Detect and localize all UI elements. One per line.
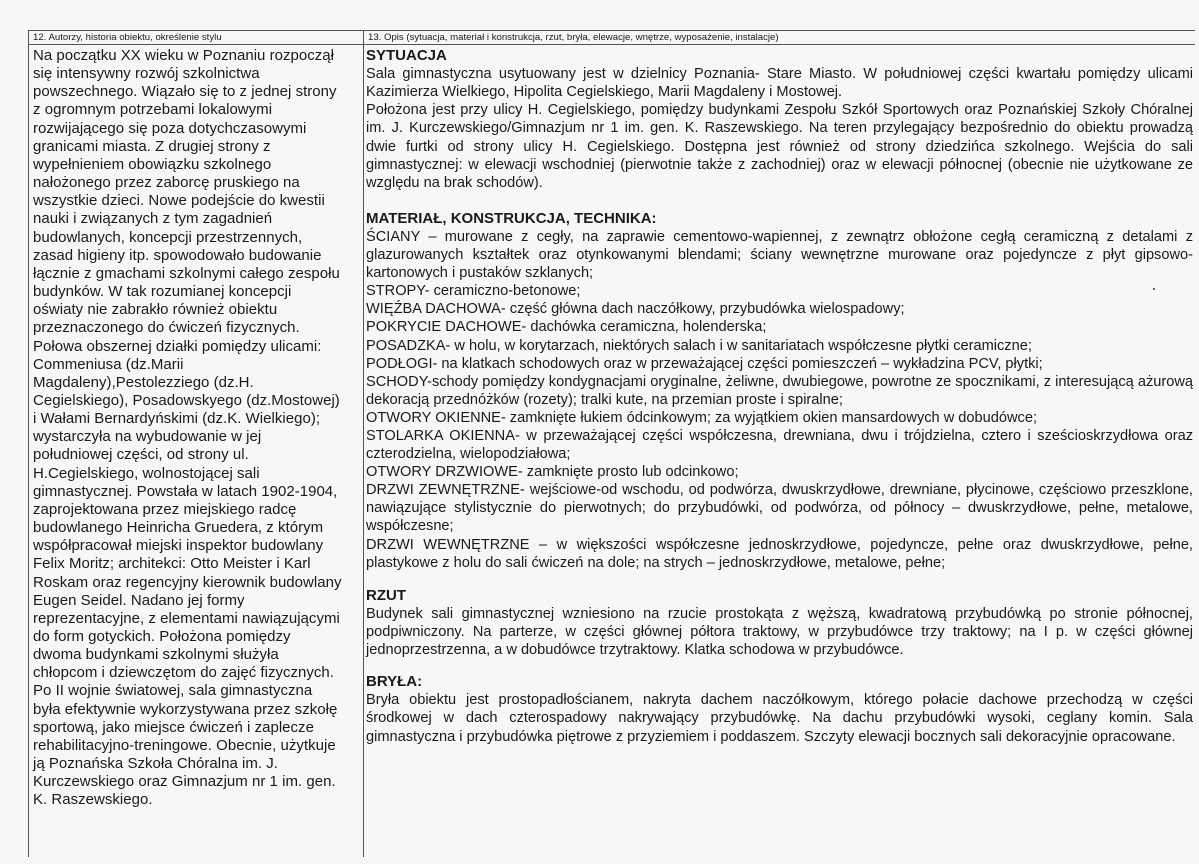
history-column-header: 12. Autorzy, historia obiektu, określenie stylu [29,31,363,45]
history-text: Na początku XX wieku w Poznaniu rozpoczął się intensywny rozwój szkolnictwa powszechnego. Wiązało się to z jednej strony z ogromnym potrzebami lokalowymi rozwijającego się poza dotychczasowymi granicami miasta. Z drugiej strony z wypełnieniem obowiązku szkolnego nałożonego przez zaborcę pruskiego na wszystkie dzieci. Nowe podejście do kwestii nauki i związanych z tym zagadnień budowlanych, koncepcji przestrzennych, zasad higieny itp. spowodowało budowanie łącznie z gmachami szkolnymi całego zespołu budynków. W tak rozumianej koncepcji oświaty nie zabrakło również obiektu przeznaczonego do ćwiczeń fizycznych. Połowa obszernej działki pomiędzy ulicami: Commeniusa (dz.Marii Magdaleny),Pestolezziego (dz.H. Cegielskiego), Posadowskyego (dz.Mostowej) i Wałami Bernardyńskimi (dz.K. Wielkiego); wystarczyła na wybudowanie w jej południowej części, od strony ul. H.Cegielskiego, wolnostojącej sali gimnastycznej. Powstała w latach 1902-1904, zaprojektowana przez miejskiego radcę budowlanego Heinricha Gruedera, z którym współpracował miejski inspektor budowlany Felix Moritz; architekci: Otto Meister i Karl Roskam oraz regencyjny kierownik budowlany Eugen Seidel. Nadano jej formy reprezentacyjne, z elementami nawiązującymi do form gotyckich. Położona pomiędzy dwoma budynkami szkolnymi służyła chłopcom i dziewczętom do zajęć fizycznych. Po II wojnie światowej, sala gimnastyczna była efektywnie wykorzystywana przez szkołę sportową, jako miejsce ćwiczeń i zaplecze rehabilitacyjno-treningowe. Obecnie, użytkuje ją Poznańska Szkoła Chóralna im. J. Kurczewskiego oraz Gimnazjum nr 1 im. gen. K. Raszewskiego. [33,47,342,809]
sytuacja-paragraph: Położona jest przy ulicy H. Cegielskiego, pomiędzy budynkami Zespołu Szkół Sportowych oraz Poznańskiej Szkoły Chóralnej im. J. Kurczewskiego/Gimnazjum nr 1 im. gen. K. Raszewskiego. Na teren przylegający bezpośrednio do obiektu prowadzą dwie furtki od strony ulicy H. Cegielskiego. Dostępna jest również od strony dziedzińca szkolnego. Wejścia do sali gimnastycznej: w elewacji wschodniej (pierwotnie także z zachodniej) oraz w elewacji północnej (obecnie nie użytkowane ze względu na brak schodów). [366,102,1193,191]
material-item: DRZWI ZEWNĘTRZNE- wejściowe-od wschodu, od podwórza, dwuskrzydłowe, drewniane, płycinowe, częściowo przeszklone, nawiązujące stylistycznie do pierwotnych; do przybudówki, od podwórza, od północy – dwuskrzydłowe, pełne, metalowe, współczesne; [366,482,1193,535]
section-title-bryla: BRYŁA: [366,673,423,691]
material-item: OTWORY OKIENNE- zamknięte łukiem ódcinkowym; za wyjątkiem okien mansardowych w dobudówce; [366,409,1038,426]
history-column [29,31,364,857]
section-spacer [366,572,1193,587]
material-item: STROPY- ceramiczno-betonowe; [366,283,581,300]
section-spacer [366,192,1193,210]
material-item: POSADZKA- w holu, w korytarzach, niektórych salach i w sanitariatach współczesne płytki ceramiczne; [366,337,1032,354]
bryla-paragraph: Bryła obiektu jest prostopadłościanem, nakryta dachem naczółkowym, którego połacie dachowe przechodzą w części środkowej w dach czterospadowy nakrywający przybudówkę. Na dachu przybudówki wysoki, ceglany komin. Sala gimnastyczna i przybudówka piętrowe z przyziemiem i poddaszem. Szczyty elewacji bocznych sali dekoracyjnie opracowane. [366,692,1193,745]
material-item: ŚCIANY – murowane z cegły, na zaprawie cementowo-wapiennej, z zewnątrz obłożone cegłą ceramiczną z detalami z glazurowanych kształtek oraz otynkowanymi blendami; ściany wewnętrzne murowane oraz pojedyncze z płyt gipsowo-kartonowych i pustaków szklanych; [366,228,1193,282]
description-body [364,45,1195,746]
material-item: SCHODY-schody pomiędzy kondygnacjami oryginalne, żeliwne, dwubiegowe, powrotne ze spocznikami, z interesującą ażurową dekoracją przednóżków (rozety); tralki kute, na przemian proste i spiralne; [366,373,1193,408]
scan-artifact-dot [1153,288,1155,290]
material-item: STOLARKA OKIENNA- w przeważającej części współczesna, drewniana, dwu i trójdzielna, cztero i sześcioskrzydłowa oraz czterodzielna, wielopodziałowa; [366,428,1193,463]
form-sheet [28,30,1195,857]
section-title-sytuacja: SYTUACJA [366,47,447,64]
material-item: DRZWI WEWNĘTRZNE – w większości współczesne jednoskrzydłowe, pojedyncze, pełne oraz dwuskrzydłowe, pełne, plastykowe z holu do sali ćwiczeń na dole; na strych – jednoskrzydłowe, metalowe, pełne; [366,536,1193,571]
description-column-header: 13. Opis (sytuacja, materiał i konstrukcja, rzut, bryła, elewacje, wnętrze, wyposażenie, instalacje) [364,31,1195,45]
section-title-rzut: RZUT [366,586,406,604]
rzut-paragraph: Budynek sali gimnastycznej wzniesiono na rzucie prostokąta z węższą, kwadratową przybudówką po stronie północnej, podpiwniczony. Na parterze, w części głównej półtora traktowy, w przybudówce trzy traktowy; na I p. w części głównej jednoprzestrzenna, a w dobudówce trzytraktowy. Klatka schodowa w przybudówce. [366,605,1193,659]
material-item: POKRYCIE DACHOWE- dachówka ceramiczna, holenderska; [366,319,767,336]
material-item: OTWORY DRZWIOWE- zamknięte prosto lub odcinkowo; [366,464,739,481]
section-spacer [366,659,1193,673]
material-item: PODŁOGI- na klatkach schodowych oraz w przeważającej części pomieszczeń – wykładzina PCV, płytki; [366,355,1043,372]
material-item: WIĘŹBA DACHOWA- część główna dach naczółkowy, przybudówka wielospadowy; [366,301,905,318]
description-column [364,31,1195,857]
sytuacja-paragraph: Sala gimnastyczna usytuowany jest w dzielnicy Poznania- Stare Miasto. W południowej części kwartału pomiędzy ulicami Kazimierza Wielkiego, Hipolita Cegielskiego, Marii Magdaleny i Mostowej. [366,66,1193,101]
section-title-material: MATERIAŁ, KONSTRUKCJA, TECHNIKA: [366,209,657,227]
